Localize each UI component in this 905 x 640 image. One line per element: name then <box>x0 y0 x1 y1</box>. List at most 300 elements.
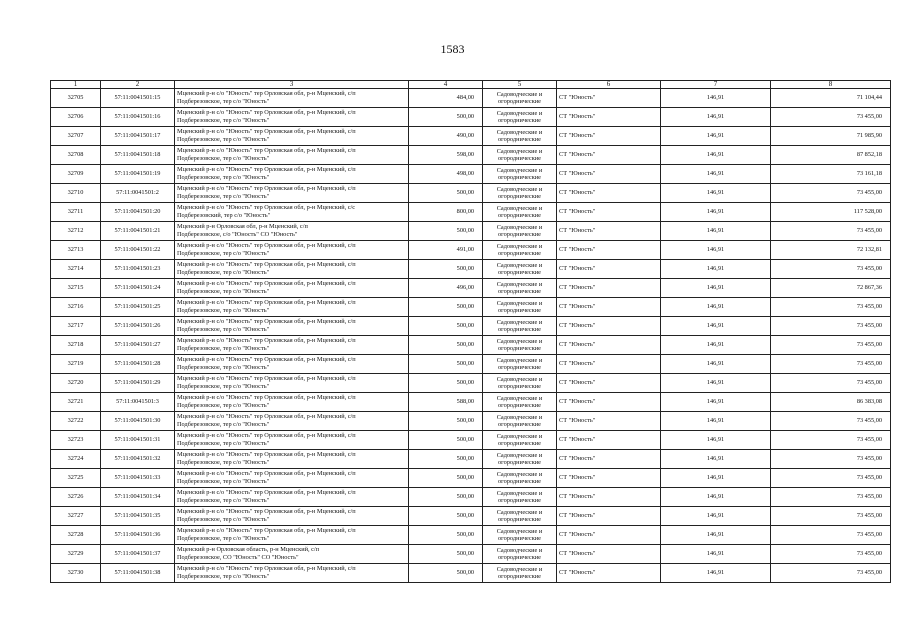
land-category-cell-text: огороднические <box>498 269 541 276</box>
land-category-cell-text: Садоводческие и <box>496 281 543 288</box>
address-cell-text: Подберезовское, с/о "Юность" СО "Юность" <box>177 231 298 238</box>
owner-cell <box>557 450 661 469</box>
cadastral-value-cell-text: 72 132,81 <box>856 246 882 253</box>
row-number-text: 32719 <box>67 360 84 367</box>
column-header: 1 <box>51 81 101 89</box>
area-cell-text: 498,00 <box>456 170 474 177</box>
rate-cell-text: 146,91 <box>706 569 725 576</box>
owner-cell-text: СТ "Юность" <box>559 493 596 500</box>
cadastral-value-cell-text: 73 455,00 <box>856 512 882 519</box>
land-category-cell-text: огороднические <box>498 174 541 181</box>
land-category-cell-text: огороднические <box>498 497 541 504</box>
cadastral-value-cell-text: 73 455,00 <box>856 360 882 367</box>
address-cell-text: Подберезовское, тер с/о "Юность" <box>177 383 270 390</box>
land-category-cell-text: огороднические <box>498 98 541 105</box>
column-header: 4 <box>409 81 483 89</box>
cadastral-number-text: 57:11:0041501:15 <box>114 94 161 101</box>
cadastral-number-text: 57:11:0041501:35 <box>114 512 161 519</box>
rate-cell-text: 146,91 <box>706 341 725 348</box>
land-category-cell-text: огороднические <box>498 402 541 409</box>
rate-cell-text: 146,91 <box>706 550 725 557</box>
rate-cell <box>661 564 771 583</box>
land-category-cell <box>483 317 557 336</box>
land-category-cell <box>483 431 557 450</box>
rate-cell <box>661 545 771 564</box>
area-cell-text: 500,00 <box>456 436 474 443</box>
cadastral-value-cell-text: 73 455,00 <box>856 189 882 196</box>
cadastral-number-text: 57:11:0041501:25 <box>114 303 161 310</box>
rate-cell-text: 146,91 <box>706 227 725 234</box>
address-cell-text: Подберезовское, тер с/о "Юность" <box>177 440 270 447</box>
cadastral-number-text: 57:11:0041501:28 <box>114 360 161 367</box>
cadastral-number <box>101 545 175 564</box>
cadastral-number <box>101 146 175 165</box>
land-category-cell <box>483 165 557 184</box>
owner-cell-text: СТ "Юность" <box>559 246 596 253</box>
cadastral-number-text: 57:11:0041501:22 <box>114 246 161 253</box>
cadastral-number <box>101 488 175 507</box>
land-category-cell <box>483 545 557 564</box>
cadastral-number-text: 57:11:0041501:2 <box>116 189 159 196</box>
table-row <box>51 108 891 127</box>
row-number <box>51 184 101 203</box>
cadastral-value-cell <box>771 317 891 336</box>
rate-cell <box>661 526 771 545</box>
row-number-text: 32705 <box>67 94 84 101</box>
land-category-cell-text: Садоводческие и <box>496 490 543 497</box>
owner-cell-text: СТ "Юность" <box>559 474 596 481</box>
owner-cell <box>557 488 661 507</box>
cadastral-table <box>50 80 891 583</box>
address-cell <box>175 431 409 450</box>
owner-cell-text: СТ "Юность" <box>559 284 596 291</box>
row-number <box>51 108 101 127</box>
rate-cell <box>661 469 771 488</box>
area-cell-text: 588,00 <box>456 398 474 405</box>
rate-cell-text: 146,91 <box>706 417 725 424</box>
land-category-cell <box>483 488 557 507</box>
owner-cell <box>557 564 661 583</box>
cadastral-value-cell-text: 73 455,00 <box>856 455 882 462</box>
owner-cell-text: СТ "Юность" <box>559 208 596 215</box>
row-number <box>51 317 101 336</box>
cadastral-value-cell <box>771 412 891 431</box>
area-cell-text: 500,00 <box>456 550 474 557</box>
cadastral-value-cell-text: 73 455,00 <box>856 550 882 557</box>
land-category-cell-text: огороднические <box>498 516 541 523</box>
table-row <box>51 450 891 469</box>
land-category-cell <box>483 374 557 393</box>
rate-cell <box>661 222 771 241</box>
row-number-text: 32727 <box>67 512 84 519</box>
row-number <box>51 279 101 298</box>
rate-cell <box>661 431 771 450</box>
cadastral-value-cell <box>771 526 891 545</box>
area-cell-text: 800,00 <box>456 208 474 215</box>
address-cell <box>175 89 409 108</box>
area-cell-text: 500,00 <box>456 569 474 576</box>
cadastral-number-text: 57:11:0041501:29 <box>114 379 161 386</box>
rate-cell-text: 146,91 <box>706 208 725 215</box>
cadastral-value-cell <box>771 127 891 146</box>
area-cell <box>409 469 483 488</box>
cadastral-number-text: 57:11:0041501:17 <box>114 132 161 139</box>
table-row <box>51 279 891 298</box>
cadastral-value-cell-text: 87 852,18 <box>856 151 882 158</box>
area-cell-text: 500,00 <box>456 493 474 500</box>
owner-cell <box>557 279 661 298</box>
owner-cell-text: СТ "Юность" <box>559 531 596 538</box>
row-number-text: 32712 <box>67 227 84 234</box>
rate-cell-text: 146,91 <box>706 436 725 443</box>
owner-cell-text: СТ "Юность" <box>559 436 596 443</box>
area-cell-text: 490,00 <box>456 132 474 139</box>
address-cell-text: Подберезовское, тер с/о "Юность" <box>177 250 270 257</box>
land-category-cell-text: огороднические <box>498 117 541 124</box>
row-number <box>51 564 101 583</box>
cadastral-value-cell-text: 73 455,00 <box>856 417 882 424</box>
row-number-text: 32720 <box>67 379 84 386</box>
address-cell-text: Подберезовское, тер с/о "Юность" <box>177 307 270 314</box>
rate-cell <box>661 184 771 203</box>
land-category-cell <box>483 89 557 108</box>
owner-cell-text: СТ "Юность" <box>559 303 596 310</box>
cadastral-value-cell <box>771 222 891 241</box>
row-number-text: 32717 <box>67 322 84 329</box>
cadastral-value-cell <box>771 260 891 279</box>
area-cell-text: 500,00 <box>456 531 474 538</box>
rate-cell-text: 146,91 <box>706 303 725 310</box>
row-number <box>51 355 101 374</box>
land-category-cell-text: Садоводческие и <box>496 148 543 155</box>
land-category-cell <box>483 355 557 374</box>
address-cell-text: Подберезовское, тер с/о "Юность" <box>177 364 270 371</box>
owner-cell-text: СТ "Юность" <box>559 379 596 386</box>
owner-cell-text: СТ "Юность" <box>559 398 596 405</box>
rate-cell-text: 146,91 <box>706 379 725 386</box>
area-cell-text: 598,00 <box>456 151 474 158</box>
table-row <box>51 203 891 222</box>
address-cell-text: Мценский р-н с/о "Юность" тер Орловская обл, р-н Мценский, с/п <box>177 375 356 382</box>
row-number <box>51 412 101 431</box>
area-cell <box>409 431 483 450</box>
row-number-text: 32718 <box>67 341 84 348</box>
land-category-cell <box>483 412 557 431</box>
cadastral-value-cell <box>771 279 891 298</box>
land-category-cell-text: Садоводческие и <box>496 262 543 269</box>
address-cell-text: Мценский р-н с/о "Юность" тер Орловская обл, р-н Мценский, с/п <box>177 508 356 515</box>
owner-cell-text: СТ "Юность" <box>559 227 596 234</box>
area-cell-text: 500,00 <box>456 341 474 348</box>
land-category-cell-text: огороднические <box>498 459 541 466</box>
table-row <box>51 469 891 488</box>
cadastral-value-cell-text: 73 455,00 <box>856 322 882 329</box>
area-cell-text: 500,00 <box>456 360 474 367</box>
land-category-cell-text: Садоводческие и <box>496 547 543 554</box>
cadastral-value-cell-text: 73 455,00 <box>856 341 882 348</box>
rate-cell <box>661 260 771 279</box>
column-header: 2 <box>101 81 175 89</box>
address-cell-text: Мценский р-н с/о "Юность" тер Орловская обл, р-н Мценский, с/п <box>177 318 356 325</box>
table-row <box>51 146 891 165</box>
area-cell <box>409 507 483 526</box>
cadastral-number <box>101 469 175 488</box>
owner-cell-text: СТ "Юность" <box>559 151 596 158</box>
cadastral-value-cell-text: 73 455,00 <box>856 569 882 576</box>
land-category-cell <box>483 336 557 355</box>
owner-cell-text: СТ "Юность" <box>559 265 596 272</box>
owner-cell <box>557 298 661 317</box>
cadastral-value-cell <box>771 336 891 355</box>
area-cell <box>409 241 483 260</box>
land-category-cell <box>483 450 557 469</box>
area-cell-text: 500,00 <box>456 113 474 120</box>
address-cell-text: Мценский р-н с/о "Юность" тер Орловская обл, р-н Мценский, с/п <box>177 565 356 572</box>
land-category-cell <box>483 184 557 203</box>
rate-cell <box>661 450 771 469</box>
cadastral-number-text: 57:11:0041501:26 <box>114 322 161 329</box>
rate-cell <box>661 336 771 355</box>
cadastral-value-cell-text: 73 455,00 <box>856 493 882 500</box>
table-row <box>51 127 891 146</box>
land-category-cell-text: Садоводческие и <box>496 414 543 421</box>
cadastral-number-text: 57:11:0041501:34 <box>114 493 161 500</box>
land-category-cell-text: Садоводческие и <box>496 243 543 250</box>
rate-cell-text: 146,91 <box>706 113 725 120</box>
rate-cell <box>661 298 771 317</box>
owner-cell <box>557 412 661 431</box>
address-cell-text: Мценский р-н с/о "Юность" тер Орловская обл, р-н Мценский, с/п <box>177 166 356 173</box>
row-number <box>51 222 101 241</box>
cadastral-number-text: 57:11:0041501:16 <box>114 113 161 120</box>
land-category-cell-text: огороднические <box>498 193 541 200</box>
land-category-cell-text: огороднические <box>498 478 541 485</box>
cadastral-value-cell-text: 71 985,90 <box>856 132 882 139</box>
land-category-cell-text: огороднические <box>498 364 541 371</box>
area-cell <box>409 412 483 431</box>
cadastral-value-cell <box>771 564 891 583</box>
rate-cell <box>661 279 771 298</box>
address-cell <box>175 165 409 184</box>
table-row <box>51 431 891 450</box>
cadastral-value-cell-text: 86 383,08 <box>856 398 882 405</box>
area-cell <box>409 545 483 564</box>
address-cell-text: Мценский р-н с/о "Юность" тер Орловская обл, р-н Мценский, с/п <box>177 527 356 534</box>
owner-cell <box>557 469 661 488</box>
cadastral-number-text: 57:11:0041501:30 <box>114 417 161 424</box>
cadastral-value-cell <box>771 146 891 165</box>
table-row <box>51 241 891 260</box>
land-category-cell-text: Садоводческие и <box>496 376 543 383</box>
rate-cell-text: 146,91 <box>706 94 725 101</box>
area-cell-text: 500,00 <box>456 189 474 196</box>
area-cell <box>409 260 483 279</box>
cadastral-number-text: 57:11:0041501:24 <box>114 284 161 291</box>
address-cell-text: Подберезовское, тер с/о "Юность" <box>177 516 270 523</box>
owner-cell-text: СТ "Юность" <box>559 113 596 120</box>
rate-cell-text: 146,91 <box>706 493 725 500</box>
address-cell-text: Подберезовское, тер с/о "Юность" <box>177 174 270 181</box>
row-number-text: 32723 <box>67 436 84 443</box>
land-category-cell-text: Садоводческие и <box>496 91 543 98</box>
cadastral-number <box>101 260 175 279</box>
land-category-cell <box>483 507 557 526</box>
address-cell-text: Мценский р-н с/о "Юность" тер Орловская обл, р-н Мценский, с/п <box>177 356 356 363</box>
area-cell <box>409 298 483 317</box>
land-category-cell <box>483 222 557 241</box>
table-row <box>51 526 891 545</box>
owner-cell <box>557 526 661 545</box>
table-row <box>51 507 891 526</box>
cadastral-value-cell-text: 73 455,00 <box>856 303 882 310</box>
address-cell <box>175 222 409 241</box>
row-number <box>51 298 101 317</box>
address-cell-text: Мценский р-н с/о "Юность" тер Орловская обл, р-н Мценский, с/п <box>177 413 356 420</box>
area-cell-text: 500,00 <box>456 474 474 481</box>
cadastral-value-cell <box>771 488 891 507</box>
rate-cell-text: 146,91 <box>706 455 725 462</box>
address-cell-text: Мценский р-н с/о "Юность" тер Орловская обл, р-н Мценский, с/п <box>177 432 356 439</box>
rate-cell-text: 146,91 <box>706 246 725 253</box>
row-number <box>51 507 101 526</box>
land-category-cell-text: Садоводческие и <box>496 528 543 535</box>
address-cell-text: Подберезовское, тер с/о "Юность" <box>177 402 270 409</box>
area-cell <box>409 450 483 469</box>
address-cell <box>175 298 409 317</box>
address-cell <box>175 545 409 564</box>
cadastral-value-cell-text: 73 455,00 <box>856 265 882 272</box>
cadastral-value-cell <box>771 298 891 317</box>
cadastral-value-cell-text: 73 161,18 <box>856 170 882 177</box>
cadastral-number <box>101 241 175 260</box>
cadastral-number <box>101 355 175 374</box>
address-cell <box>175 393 409 412</box>
cadastral-number <box>101 431 175 450</box>
cadastral-number-text: 57:11:0041501:27 <box>114 341 161 348</box>
owner-cell-text: СТ "Юность" <box>559 189 596 196</box>
owner-cell-text: СТ "Юность" <box>559 94 596 101</box>
header-row <box>51 81 891 89</box>
cadastral-number <box>101 336 175 355</box>
rate-cell <box>661 355 771 374</box>
land-category-cell <box>483 298 557 317</box>
address-cell-text: Мценский р-н с/о "Юность" тер Орловская обл, р-н Мценский, с/п <box>177 147 356 154</box>
address-cell <box>175 450 409 469</box>
address-cell-text: Мценский р-н Орловская область, р-н Мценский, с/п <box>177 546 320 553</box>
cadastral-number-text: 57:11:0041501:37 <box>114 550 161 557</box>
owner-cell <box>557 222 661 241</box>
cadastral-number-text: 57:11:0041501:32 <box>114 455 161 462</box>
row-number-text: 32728 <box>67 531 84 538</box>
cadastral-value-cell-text: 73 455,00 <box>856 379 882 386</box>
cadastral-value-cell <box>771 165 891 184</box>
table-row <box>51 545 891 564</box>
area-cell <box>409 127 483 146</box>
address-cell-text: Мценский р-н с/о "Юность" тер Орловская обл, р-н Мценский, с/п <box>177 128 356 135</box>
land-category-cell <box>483 469 557 488</box>
owner-cell <box>557 317 661 336</box>
rate-cell <box>661 203 771 222</box>
area-cell <box>409 355 483 374</box>
address-cell-text: Подберезовское, тер с/о "Юность" <box>177 573 270 580</box>
land-category-cell <box>483 203 557 222</box>
cadastral-number <box>101 89 175 108</box>
area-cell-text: 500,00 <box>456 265 474 272</box>
row-number <box>51 146 101 165</box>
address-cell-text: Мценский р-н с/о "Юность" тер Орловская обл, р-н Мценский, с/с <box>177 204 356 211</box>
land-category-cell-text: Садоводческие и <box>496 319 543 326</box>
area-cell <box>409 146 483 165</box>
row-number <box>51 526 101 545</box>
area-cell <box>409 222 483 241</box>
land-category-cell-text: Садоводческие и <box>496 433 543 440</box>
cadastral-number <box>101 298 175 317</box>
land-category-cell <box>483 526 557 545</box>
rate-cell-text: 146,91 <box>706 189 725 196</box>
cadastral-number <box>101 412 175 431</box>
address-cell-text: Мценский р-н с/о "Юность" тер Орловская обл, р-н Мценский, с/п <box>177 280 356 287</box>
rate-cell-text: 146,91 <box>706 531 725 538</box>
owner-cell-text: СТ "Юность" <box>559 455 596 462</box>
table-row <box>51 222 891 241</box>
cadastral-value-cell-text: 73 455,00 <box>856 113 882 120</box>
table-row <box>51 488 891 507</box>
rate-cell <box>661 241 771 260</box>
column-header: 7 <box>661 81 771 89</box>
rate-cell <box>661 108 771 127</box>
table-row <box>51 317 891 336</box>
cadastral-number <box>101 127 175 146</box>
row-number <box>51 127 101 146</box>
cadastral-number <box>101 108 175 127</box>
owner-cell <box>557 241 661 260</box>
land-category-cell <box>483 279 557 298</box>
address-cell-text: Мценский р-н с/о "Юность" тер Орловская обл, р-н Мценский, с/п <box>177 337 356 344</box>
table-row <box>51 374 891 393</box>
land-category-cell-text: Садоводческие и <box>496 338 543 345</box>
table-row <box>51 89 891 108</box>
table-row <box>51 355 891 374</box>
owner-cell <box>557 545 661 564</box>
row-number <box>51 89 101 108</box>
row-number-text: 32706 <box>67 113 84 120</box>
area-cell-text: 500,00 <box>456 322 474 329</box>
cadastral-number <box>101 165 175 184</box>
table-row <box>51 260 891 279</box>
cadastral-number-text: 57:11:0041501:23 <box>114 265 161 272</box>
table-row <box>51 412 891 431</box>
address-cell <box>175 526 409 545</box>
area-cell-text: 500,00 <box>456 417 474 424</box>
address-cell <box>175 203 409 222</box>
address-cell <box>175 412 409 431</box>
table-row <box>51 393 891 412</box>
address-cell <box>175 488 409 507</box>
land-category-cell-text: огороднические <box>498 250 541 257</box>
cadastral-value-cell <box>771 89 891 108</box>
address-cell-text: Подберезовское, тер с/о "Юность" <box>177 326 270 333</box>
land-category-cell-text: Садоводческие и <box>496 186 543 193</box>
land-category-cell-text: Садоводческие и <box>496 566 543 573</box>
land-category-cell-text: огороднические <box>498 573 541 580</box>
owner-cell <box>557 336 661 355</box>
row-number <box>51 488 101 507</box>
owner-cell-text: СТ "Юность" <box>559 512 596 519</box>
row-number-text: 32725 <box>67 474 84 481</box>
row-number <box>51 450 101 469</box>
owner-cell <box>557 165 661 184</box>
owner-cell-text: СТ "Юность" <box>559 569 596 576</box>
